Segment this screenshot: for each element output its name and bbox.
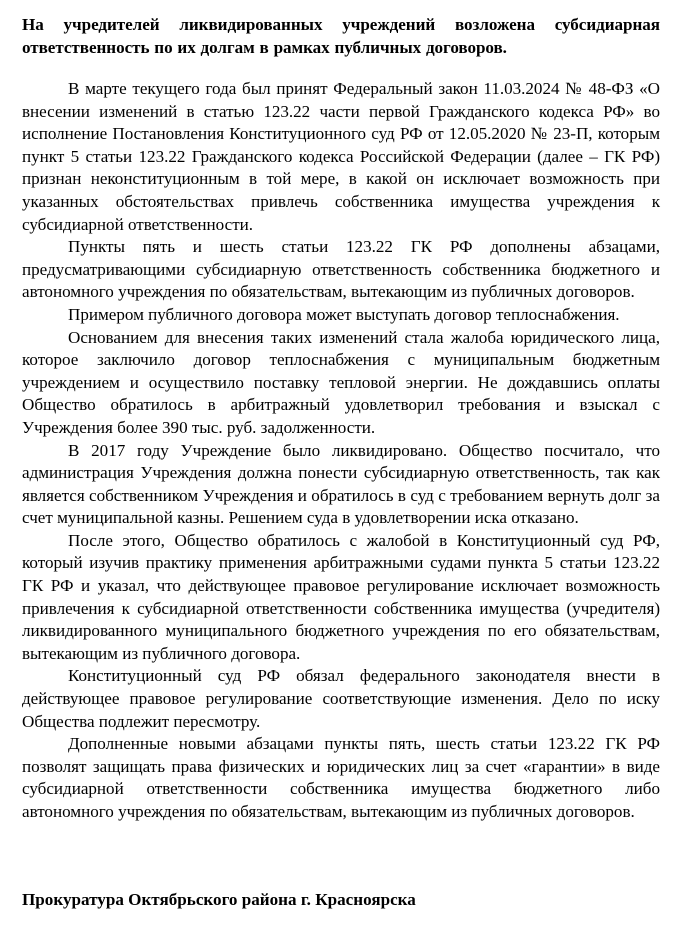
paragraph: В 2017 году Учреждение было ликвидировано. Общество посчитало, что администрация Учреждения должна понести субсидиарную ответственность, так как является собственником Учреждения и обратилось в суд с требованием вернуть долг за счет муниципальной казны. Решением суда в удовлетворении иска отказано. [22,440,660,528]
paragraph: Конституционный суд РФ обязал федерального законодателя внести в действующее правовое регулирование соответствующие изменения. Дело по иску Общества подлежит пересмотру. [22,666,660,731]
paragraph: Пункты пять и шесть статьи 123.22 ГК РФ дополнены абзацами, предусматривающими субсидиарную ответственность собственника бюджетного и автономного учреждения по обязательствам, вытекающим из публичных договоров. [22,237,660,302]
document-body [22,78,660,824]
document-title: На учредителей ликвидированных учреждений возложена субсидиарная ответственность по их долгам в рамках публичных договоров. [22,15,660,57]
document-signature: Прокуратура Октябрьского района г. Красноярска [22,890,416,909]
paragraph: В марте текущего года был принят Федеральный закон 11.03.2024 № 48-ФЗ «О внесении изменений в статью 123.22 части первой Гражданского кодекса РФ» во исполнение Постановления Конституционного суд РФ от 12.05.2020 № 23-П, которым пункт 5 статьи 123.22 Гражданского кодекса Российской Федерации (далее – ГК РФ) признан неконституционным в той мере, в какой он исключает возможность при указанных обстоятельствах привлечь собственника имущества учреждения к субсидиарной ответственности. [22,79,660,234]
paragraph: Примером публичного договора может выступать договор теплоснабжения. [68,304,620,324]
paragraph: После этого, Общество обратилось с жалобой в Конституционный суд РФ, который изучив практику применения арбитражными судами пункта 5 статьи 123.22 ГК РФ и указал, что действующее правовое регулирование исключает возможность привлечения к субсидиарной ответственности собственника имущества (учредителя) ликвидированного муниципального бюджетного учреждения по его обязательствам, вытекающим из публичного договора. [22,530,660,663]
paragraph: Дополненные новыми абзацами пункты пять, шесть статьи 123.22 ГК РФ позволят защищать права физических и юридических лиц за счет «гарантии» в виде субсидиарной ответственности собственника имущества бюджетного либо автономного учреждения по обязательствам, вытекающим из публичных договоров. [22,734,660,821]
paragraph: Основанием для внесения таких изменений стала жалоба юридического лица, которое заключило договор теплоснабжения с муниципальным бюджетным учреждением и осуществило поставку тепловой энергии. Не дождавшись оплаты Общество обратилось в арбитражный удовлетворил требования и взыскал с Учреждения более 390 тыс. руб. задолженности. [22,327,660,437]
